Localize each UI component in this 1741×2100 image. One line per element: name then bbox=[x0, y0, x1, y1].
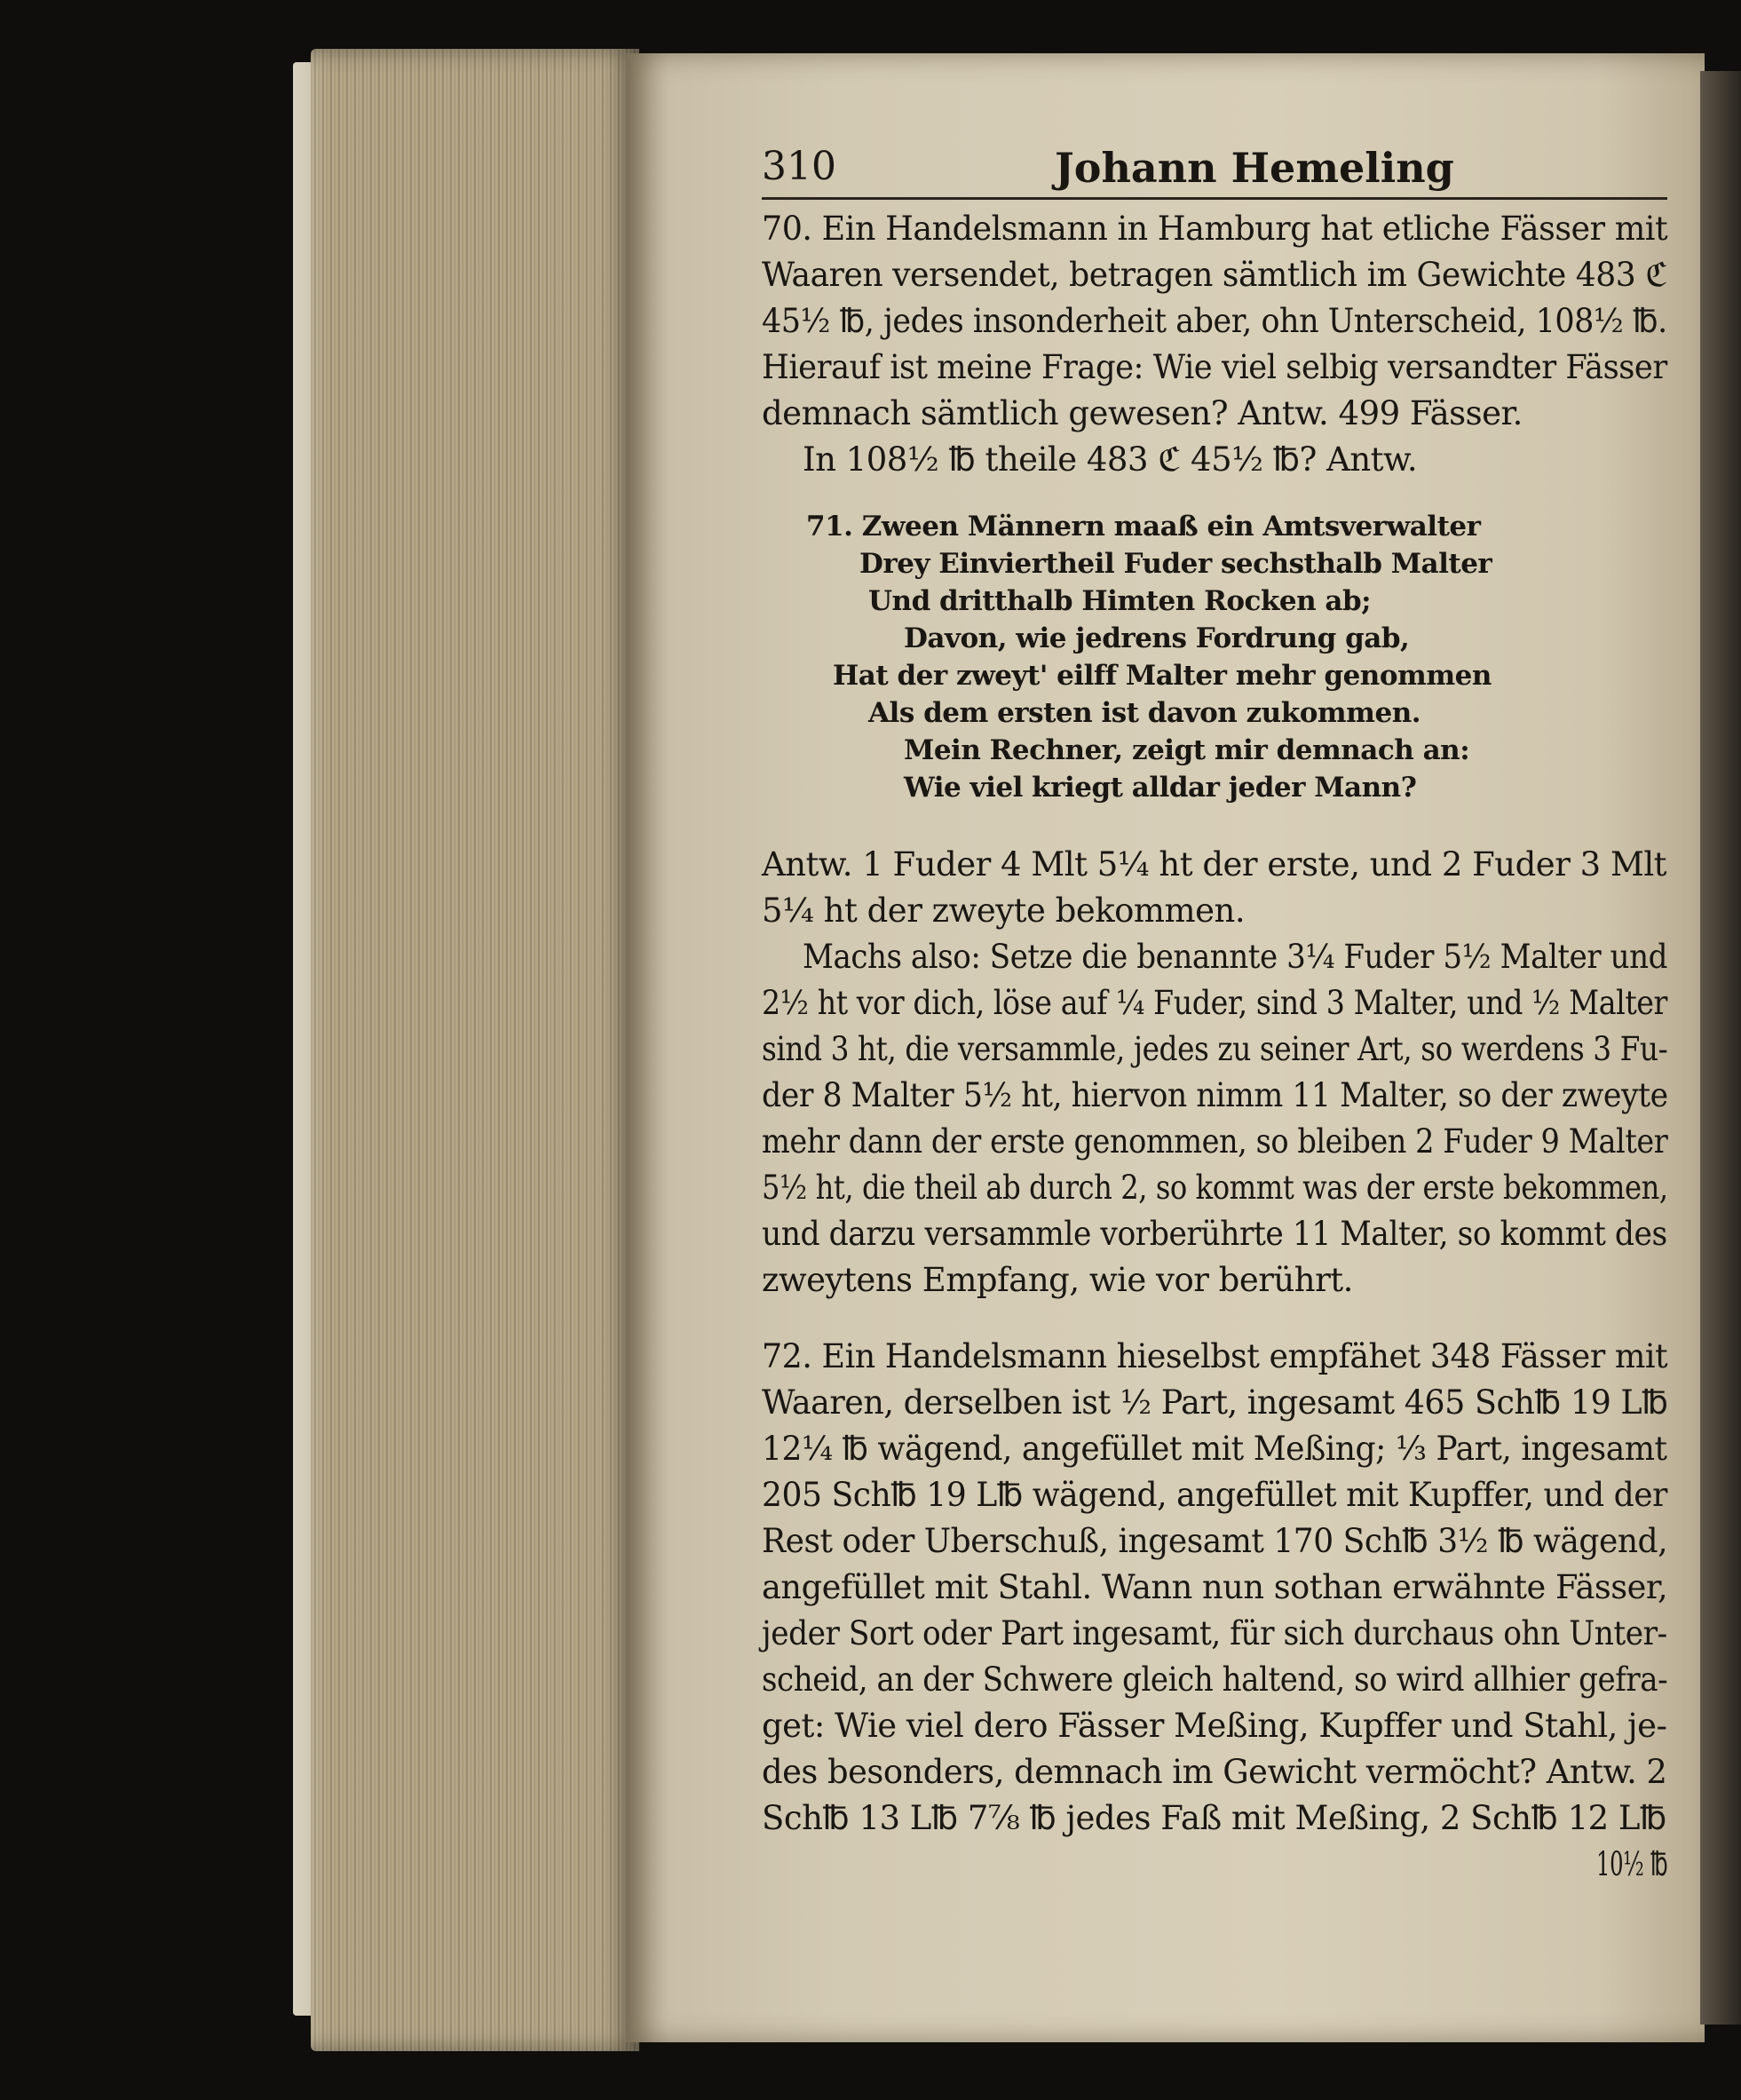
verse-line: Wie viel kriegt alldar jeder Mann? bbox=[904, 772, 1417, 804]
text-line: Hierauf ist meine Frage: Wie viel selbig versandter Fässer bbox=[762, 348, 1667, 386]
page-number: 310 bbox=[762, 144, 836, 189]
text-line: Waaren, derselben ist ½ Part, ingesamt 465 Sch℔ 19 L℔ bbox=[762, 1383, 1668, 1422]
text-line: Antw. 1 Fuder 4 Mlt 5¼ ht der erste, und 2 Fuder 3 Mlt bbox=[762, 845, 1667, 884]
text-line: 72. Ein Handelsmann hieselbst empfähet 348 Fässer mit bbox=[762, 1337, 1668, 1375]
text-line: sind 3 ht, die versammle, jedes zu seiner Art, so werdens 3 Fu- bbox=[762, 1030, 1668, 1068]
text-line: zweytens Empfang, wie vor berührt. bbox=[762, 1261, 1353, 1299]
facing-page-edge bbox=[1700, 71, 1741, 2025]
text-line: 205 Sch℔ 19 L℔ wägend, angefüllet mit Kupffer, und der bbox=[762, 1476, 1667, 1514]
text-line: Waaren versendet, betragen sämtlich im Gewichte 483 ℭ bbox=[762, 256, 1668, 294]
text-line: In 108½ ℔ theile 483 ℭ 45½ ℔? Antw. bbox=[803, 440, 1418, 479]
text-line: demnach sämtlich gewesen? Antw. 499 Fässer. bbox=[762, 394, 1523, 432]
verse-line: Mein Rechner, zeigt mir demnach an: bbox=[904, 734, 1470, 766]
text-line: 70. Ein Handelsmann in Hamburg hat etliche Fässer mit bbox=[762, 210, 1668, 248]
page-header bbox=[762, 144, 1667, 200]
book-page-edges bbox=[311, 49, 639, 2051]
text-line: jeder Sort oder Part ingesamt, für sich durchaus ohn Unter- bbox=[762, 1614, 1667, 1652]
verse-line: 71. Zween Männern maaß ein Amtsverwalter bbox=[806, 511, 1481, 543]
text-line: und darzu versammle vorberührte 11 Malter, so kommt des bbox=[762, 1215, 1667, 1253]
verse-line: Und dritthalb Himten Rocken ab; bbox=[868, 585, 1372, 617]
text-line: 5½ ht, die theil ab durch 2, so kommt was der erste bekommen, bbox=[762, 1169, 1668, 1207]
text-line: 5¼ ht der zweyte bekommen. bbox=[762, 892, 1246, 930]
text-line: angefüllet mit Stahl. Wann nun sothan erwähnte Fässer, bbox=[762, 1568, 1668, 1606]
verse-line: Hat der zweyt' eilff Malter mehr genommen bbox=[833, 660, 1492, 692]
text-line: scheid, an der Schwere gleich haltend, so wird allhier gefra- bbox=[762, 1660, 1668, 1699]
text-line: der 8 Malter 5½ ht, hiervon nimm 11 Malter, so der zweyte bbox=[762, 1076, 1668, 1114]
verse-line: Drey Einviertheil Fuder sechsthalb Malter bbox=[859, 548, 1492, 580]
text-line: 12¼ ℔ wägend, angefüllet mit Meßing; ⅓ Part, ingesamt bbox=[762, 1430, 1667, 1468]
text-line: des besonders, demnach im Gewicht vermöcht? Antw. 2 bbox=[762, 1753, 1667, 1791]
text-line: 2½ ht vor dich, löse auf ¼ Fuder, sind 3 Malter, und ½ Malter bbox=[762, 984, 1668, 1022]
verse-line: Davon, wie jedrens Fordrung gab, bbox=[904, 622, 1410, 654]
text-line: Machs also: Setze die benannte 3¼ Fuder 5½ Malter und bbox=[803, 938, 1668, 976]
text-line: mehr dann der erste genommen, so bleiben 2 Fuder 9 Malter bbox=[762, 1122, 1668, 1161]
catchword: 10½ ℔ bbox=[1596, 1845, 1668, 1883]
text-line: Sch℔ 13 L℔ 7⅞ ℔ jedes Faß mit Meßing, 2 Sch℔ 12 L℔ bbox=[762, 1799, 1666, 1837]
text-line: 45½ ℔, jedes insonderheit aber, ohn Unterscheid, 108½ ℔. bbox=[762, 302, 1667, 340]
text-line: Rest oder Uberschuß, ingesamt 170 Sch℔ 3½ ℔ wägend, bbox=[762, 1522, 1668, 1560]
text-line: get: Wie viel dero Fässer Meßing, Kupffer und Stahl, je- bbox=[762, 1707, 1667, 1745]
verse-line: Als dem ersten ist davon zukommen. bbox=[868, 697, 1421, 729]
running-head: Johann Hemeling bbox=[1055, 144, 1454, 192]
